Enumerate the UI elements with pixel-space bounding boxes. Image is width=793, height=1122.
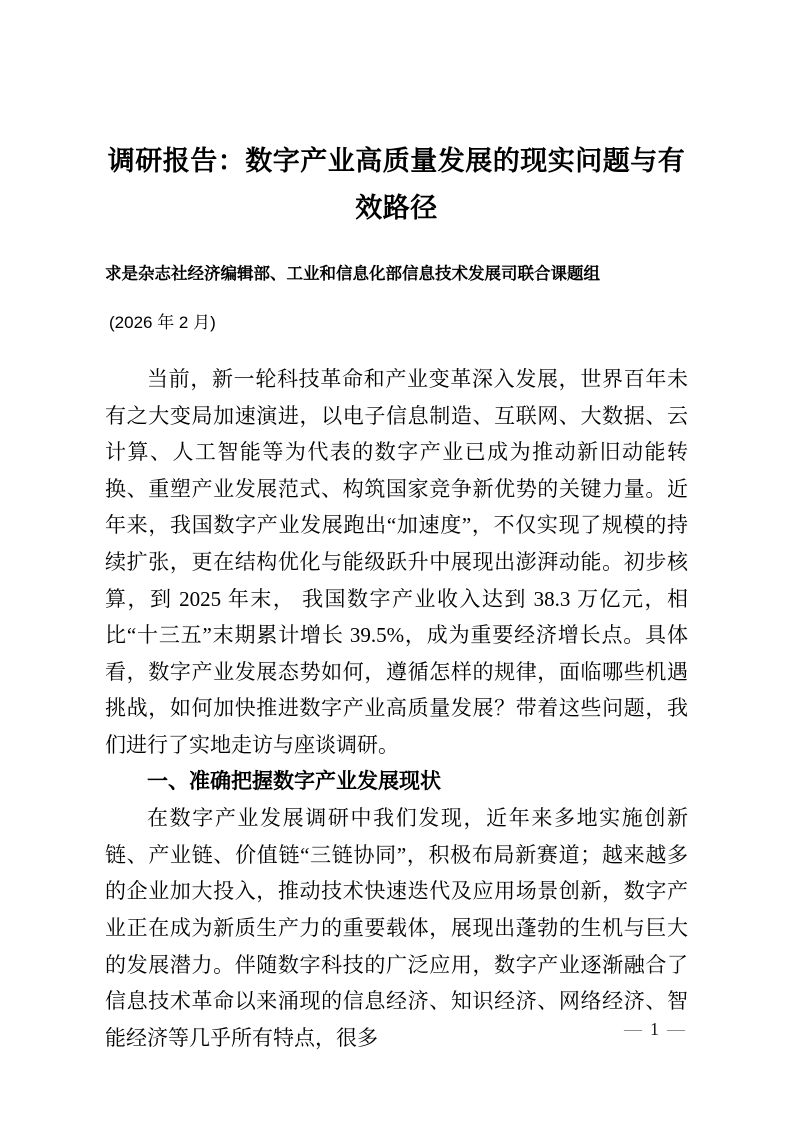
document-title: 调研报告：数字产业高质量发展的现实问题与有效路径 bbox=[107, 146, 686, 223]
page-number-right-dash: — bbox=[667, 1019, 686, 1039]
section-heading-1: 一、准确把握数字产业发展现状 bbox=[147, 769, 441, 793]
page-number-value: 1 bbox=[650, 1019, 660, 1039]
page-number-left-dash: — bbox=[624, 1019, 643, 1039]
section-1-paragraph: 在数字产业发展调研中我们发现，近年来多地实施创新链、产业链、价值链“三链协同”，积极布局新赛道；越来越多的企业加大投入，推动技术快速迭代及应用场景创新，数字产业正在成为新质生产力的重要载体，展现出蓬勃的生机与巨大的发展潜力。伴随数字科技的广泛应用，数字产业逐渐融合了信息技术革命以来涌现的信息经济、知识经济、网络经济、智能经济等几乎所有特点，很多 bbox=[105, 806, 688, 1050]
publication-date: (2026 年 2 月) bbox=[109, 313, 216, 332]
page-number bbox=[624, 1018, 686, 1040]
intro-paragraph: 当前，新一轮科技革命和产业变革深入发展，世界百年未有之大变局加速演进，以电子信息制造、互联网、大数据、云计算、人工智能等为代表的数字产业已成为推动新旧动能转换、重塑产业发展范式、构筑国家竞争新优势的关键力量。近年来，我国数字产业发展跑出“加速度”，不仅实现了规模的持续扩张，更在结构优化与能级跃升中展现出澎湃动能。初步核算，到 2025 年末， 我国数字产业收入达到 38.3 万亿元，相比“十三五”末期累计增长 39.5%，成为重要经济增长点。具体看，数字产业发展态势如何，遵循怎样的规律，面临哪些机遇挑战，如何加快推进数字产业高质量发展？带着这些问题，我们进行了实地走访与座谈调研。 bbox=[105, 367, 688, 757]
author-byline: 求是杂志社经济编辑部、工业和信息化部信息技术发展司联合课题组 bbox=[105, 265, 600, 283]
